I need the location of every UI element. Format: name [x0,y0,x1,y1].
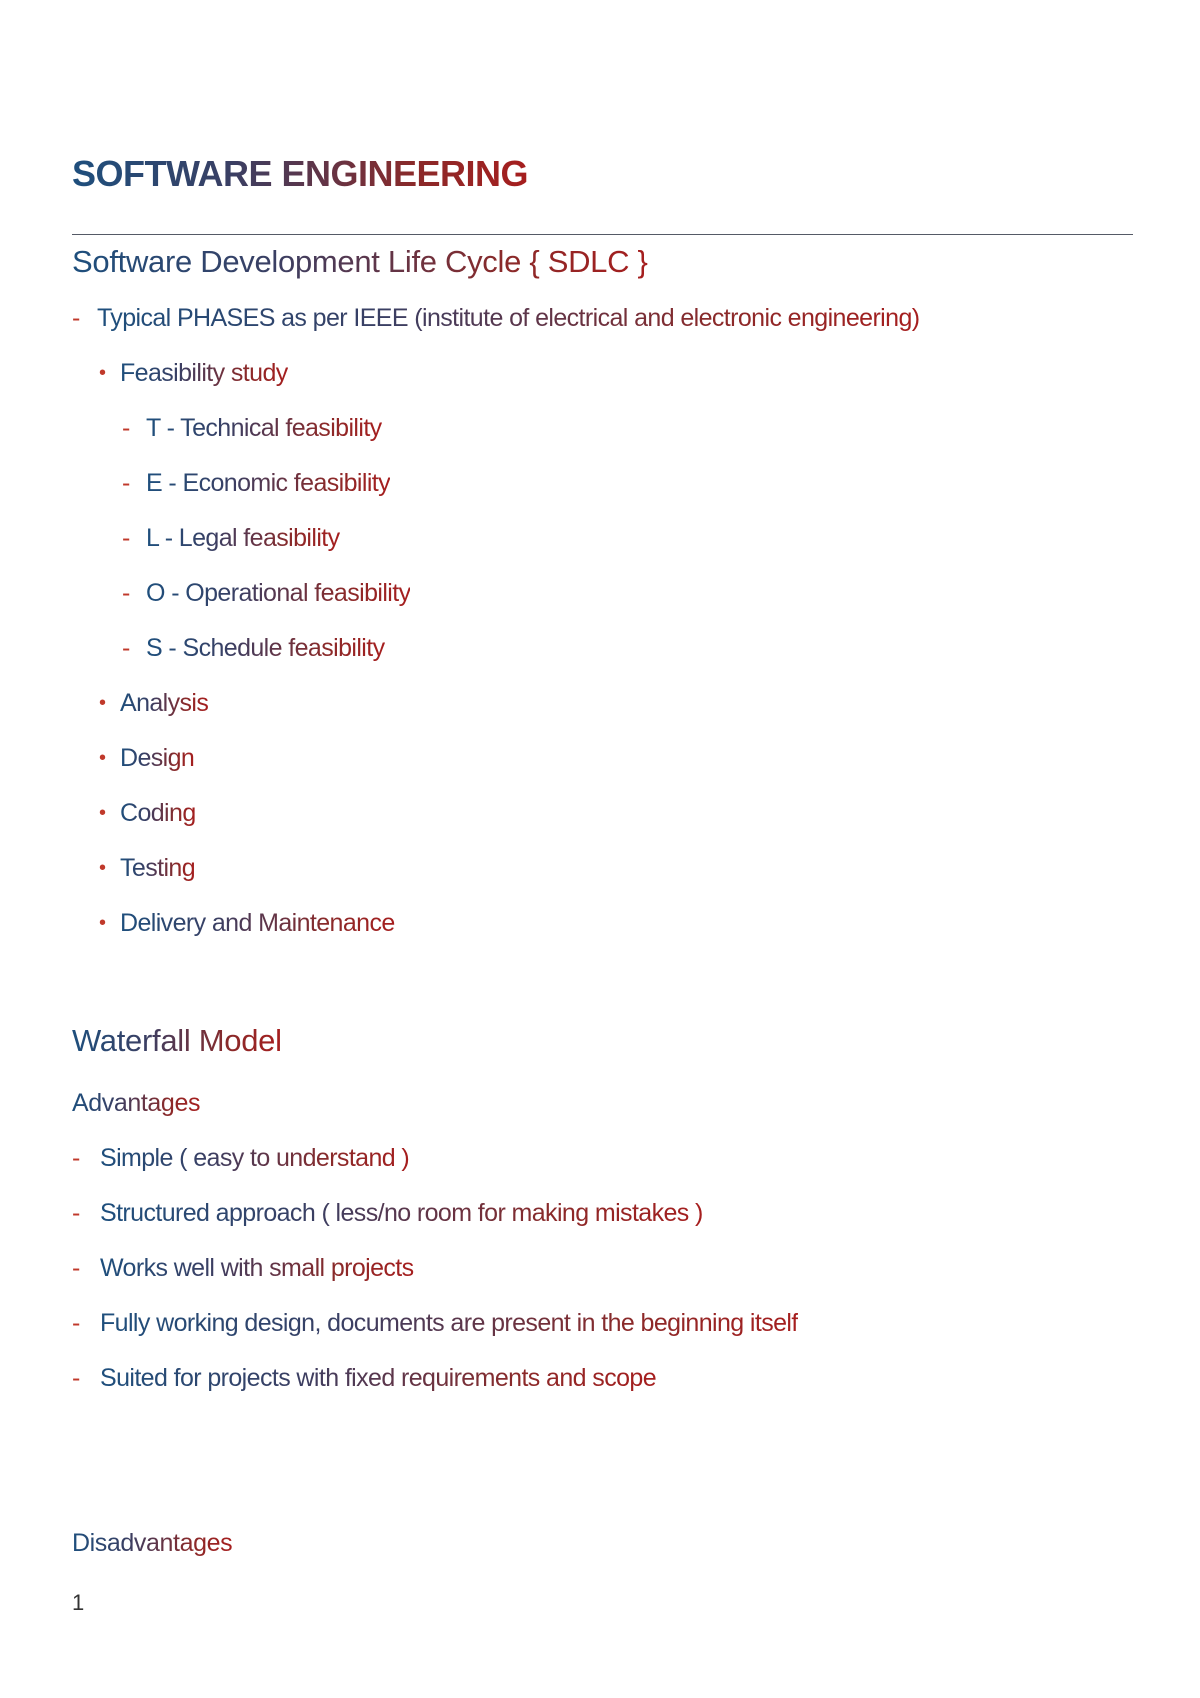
dash-marker: - [122,634,131,662]
dash-marker: - [122,469,131,497]
sdlc-heading: Software Development Life Cycle { SDLC } [72,244,648,279]
feasibility-item: E - Economic feasibility [146,469,391,497]
advantage-item: Fully working design, documents are present in the beginning itself [100,1309,798,1337]
waterfall-heading: Waterfall Model [72,1023,282,1058]
feasibility-item: S - Schedule feasibility [146,634,385,662]
bullet-marker: • [99,747,107,769]
bullet-marker: • [99,857,107,879]
phase-item: Delivery and Maintenance [120,909,395,937]
bullet-marker: • [99,362,107,384]
advantage-item: Structured approach ( less/no room for making mistakes ) [100,1199,703,1227]
feasibility-item: T - Technical feasibility [146,414,382,442]
phase-item: Design [120,744,195,772]
dash-marker: - [72,1199,81,1227]
dash-marker: - [72,1364,81,1392]
title-divider [72,234,1133,235]
advantage-item: Works well with small projects [100,1254,414,1282]
bullet-marker: • [99,912,107,934]
dash-marker: - [72,1254,81,1282]
dash-marker: - [122,524,131,552]
disadvantages-heading: Disadvantages [72,1529,233,1557]
dash-marker: - [72,304,81,332]
phase-item: Testing [120,854,196,882]
dash-marker: - [72,1144,81,1172]
phase-item: Analysis [120,689,209,717]
feasibility-item: O - Operational feasibility [146,579,411,607]
bullet-marker: • [99,692,107,714]
dash-marker: - [72,1309,81,1337]
advantage-item: Suited for projects with fixed requirements and scope [100,1364,657,1392]
advantage-item: Simple ( easy to understand ) [100,1144,410,1172]
feasibility-item: L - Legal feasibility [146,524,340,552]
advantages-heading: Advantages [72,1089,201,1117]
bullet-marker: • [99,802,107,824]
phase-item: Coding [120,799,196,827]
dash-marker: - [122,414,131,442]
page-number: 1 [72,1590,85,1615]
phase-item: Feasibility study [120,359,288,387]
dash-marker: - [122,579,131,607]
document-title: SOFTWARE ENGINEERING [72,153,529,194]
sdlc-intro: Typical PHASES as per IEEE (institute of electrical and electronic engineering) [97,304,920,332]
